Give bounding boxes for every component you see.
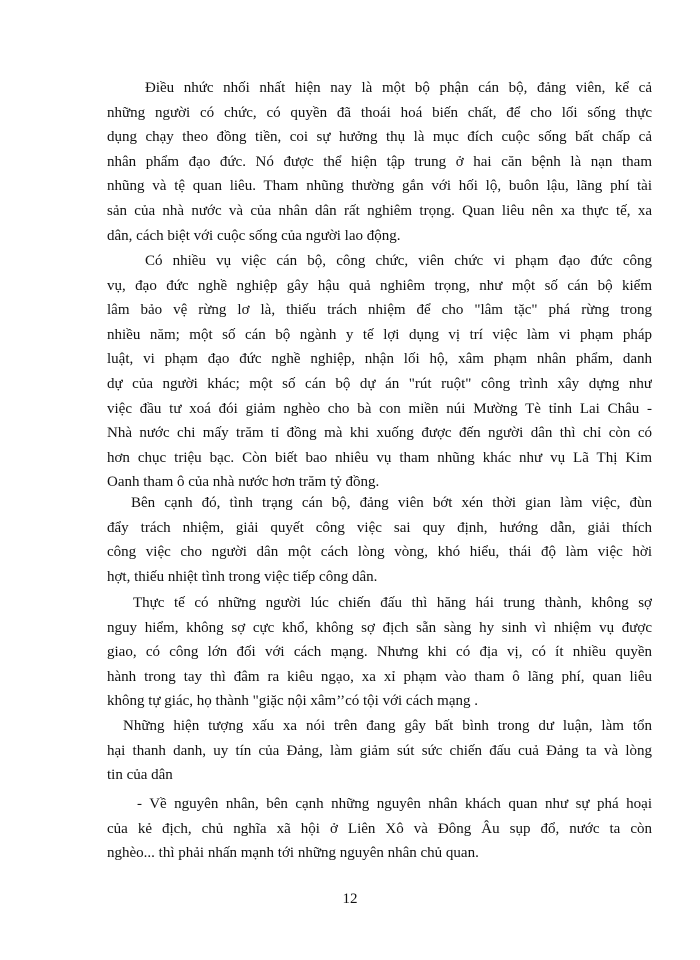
text-line: nghèo... thì phải nhấn mạnh tới những nguyên nhân chủ quan. <box>107 845 479 862</box>
text-line: không tự giác, họ thành "giặc nội xâm’’có tội với cách mạng . <box>107 693 478 710</box>
text-line: Bên cạnh đó, tình trạng cán bộ, đảng viên bớt xén thời gian làm việc, đùn <box>131 495 652 511</box>
paragraph-4 <box>107 591 652 714</box>
text-line: dự của người khác; một số cán bộ dự án "rút ruột" công trình xây dựng như <box>107 375 652 392</box>
paragraph-5 <box>107 714 652 788</box>
paragraph-6 <box>107 792 652 866</box>
text-line: lâm bảo vệ rừng lơ là, thiếu trách nhiệm để cho "lâm tặc" phá rừng trong <box>107 302 652 319</box>
text-line: công việc cho người dân một cách lòng vòng, khó hiểu, thái độ làm việc hời <box>107 544 652 561</box>
text-line: nguy hiểm, không sợ cực khổ, không sợ địch sẵn sàng hy sinh vì nhiệm vụ được <box>107 619 652 636</box>
text-line: hơn chục triệu bạc. Còn biết bao nhiêu vụ tham nhũng khác như vụ Lã Thị Kim <box>107 449 652 466</box>
paragraph-1 <box>107 76 652 248</box>
text-line: dân, cách biệt với cuộc sống của người lao động. <box>107 227 401 244</box>
text-line: việc đầu tư xoá đói giảm nghèo cho bà con miền núi Mường Tè tỉnh Lai Châu - <box>107 400 652 417</box>
text-line: Có nhiều vụ việc cán bộ, công chức, viên chức vi phạm đạo đức công <box>145 253 652 269</box>
text-line: Những hiện tượng xấu xa nói trên đang gây bất bình trong dư luận, làm tổn <box>123 718 652 734</box>
text-line: - Về nguyên nhân, bên cạnh những nguyên nhân khách quan như sự phá hoại <box>137 796 652 812</box>
text-line: hại thanh danh, uy tín của Đảng, làm giảm sút sức chiến đấu cuả Đảng ta và lòng <box>107 742 652 759</box>
text-line: nhân phẩm đạo đức. Nó được thể hiện tập trung ở hai căn bệnh là nạn tham <box>107 153 652 170</box>
text-line: nhũng và tệ quan liêu. Tham nhũng thường gắn với hối lộ, buôn lậu, lãng phí tài <box>107 178 652 195</box>
text-line: Nhà nước chi mấy trăm tỉ đồng mà khi xuống được đến người dân thì chỉ còn có <box>107 425 652 442</box>
text-line: của kẻ địch, chủ nghĩa xã hội ở Liên Xô và Đông Âu sụp đổ, nước ta còn <box>107 820 652 837</box>
text-line: những người có chức, có quyền đã thoái hoá biến chất, để cho lối sống thực <box>107 104 652 121</box>
text-line: dụng chạy theo đồng tiền, coi sự hưởng thụ là mục đích cuộc sống bất chấp cả <box>107 129 652 146</box>
text-line: đẩy trách nhiệm, giải quyết công việc sai quy định, hướng dẫn, giải thích <box>107 519 652 536</box>
text-line: sản của nhà nước và của nhân dân rất nghiêm trọng. Quan liêu nên xa thực tế, xa <box>107 202 652 219</box>
text-line: Điều nhức nhối nhất hiện nay là một bộ phận cán bộ, đảng viên, kể cả <box>145 80 652 96</box>
text-line: tin của dân <box>107 767 173 784</box>
text-line: hợt, thiếu nhiệt tình trong việc tiếp công dân. <box>107 568 378 585</box>
text-line: giao, có công lớn đối với cách mạng. Nhưng khi có địa vị, có ít nhiều quyền <box>107 644 652 661</box>
text-line: nhiều năm; một số cán bộ ngành y tế lợi dụng vị trí việc làm vi phạm pháp <box>107 326 652 343</box>
text-line: hành trong tay thì đâm ra kiêu ngạo, xa xỉ phạm vào tham ô lãng phí, quan liêu <box>107 668 652 685</box>
page-number: 12 <box>342 891 358 907</box>
text-line: vụ, đạo đức nghề nghiệp gây hậu quả nghiêm trọng, như một số cán bộ kiểm <box>107 277 652 294</box>
paragraph-2 <box>107 249 652 495</box>
text-line: luật, vi phạm đạo đức nghề nghiệp, nhận lối hộ, xâm phạm nhân phẩm, danh <box>107 351 652 368</box>
text-line: Thực tế có những người lúc chiến đấu thì hăng hái trung thành, không sợ <box>133 595 652 611</box>
paragraph-3 <box>107 491 652 589</box>
text-line: Oanh tham ô của nhà nước hơn trăm tỷ đồng. <box>107 474 380 491</box>
